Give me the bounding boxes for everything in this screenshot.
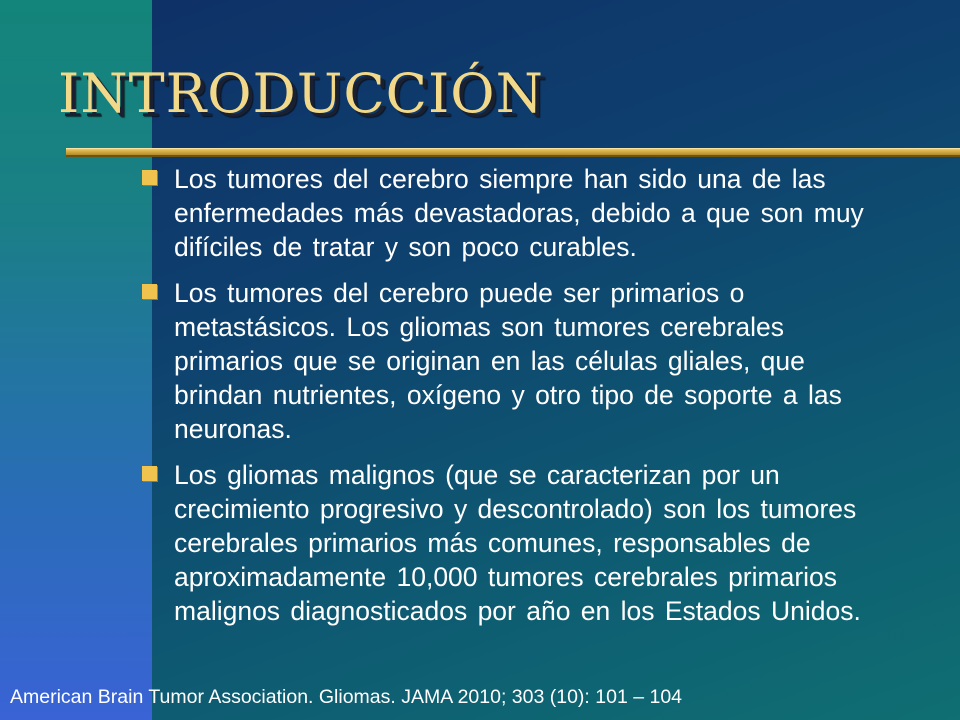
gold-square-bullet-icon xyxy=(142,466,157,481)
slide-title: INTRODUCCIÓN xyxy=(58,62,544,125)
gold-square-bullet-icon xyxy=(142,284,157,299)
bullet-item xyxy=(138,276,900,446)
bullet-text: Los gliomas malignos (que se caracterizan por un crecimiento progresivo y descontrolado) son los tumores cerebrales primarios más comunes, responsables de aproximadamente 10,000 tumores cerebrales primarios malignos diagnosticados por año en los Estados Unidos. xyxy=(174,460,861,626)
citation-footer: American Brain Tumor Association. Gliomas. JAMA 2010; 303 (10): 101 – 104 xyxy=(10,686,683,708)
gold-square-bullet-icon xyxy=(142,170,157,185)
bullet-item xyxy=(138,162,900,264)
bullet-text: Los tumores del cerebro puede ser primarios o metastásicos. Los gliomas son tumores cerebrales primarios que se originan en las células gliales, que brindan nutrientes, oxígeno y otro tipo de soporte a las neuronas. xyxy=(174,278,842,444)
bullet-list xyxy=(138,162,900,640)
bullet-item xyxy=(138,458,900,628)
title-underline-rule xyxy=(66,148,960,157)
bullet-text: Los tumores del cerebro siempre han sido una de las enfermedades más devastadoras, debido a que son muy difíciles de tratar y son poco curables. xyxy=(174,164,864,262)
